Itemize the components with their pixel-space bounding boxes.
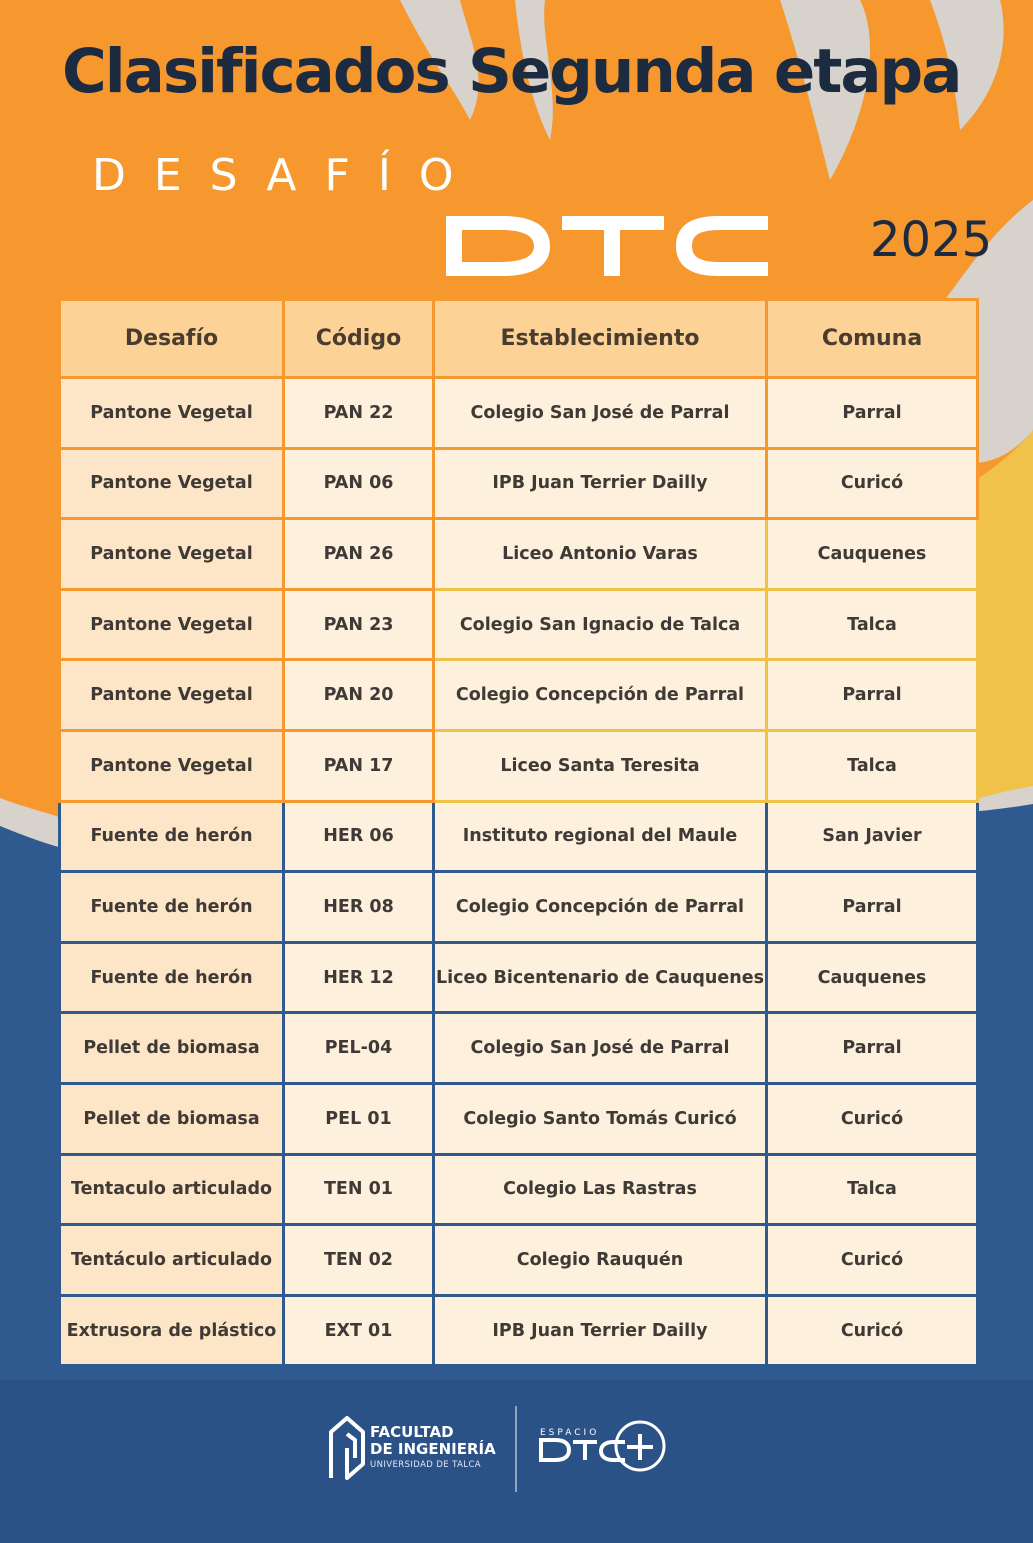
cell-codigo: PEL-04 xyxy=(284,1013,434,1084)
cell-codigo: TEN 02 xyxy=(284,1225,434,1296)
cell-desafio: Pantone Vegetal xyxy=(60,378,284,449)
cell-desafio: Pellet de biomasa xyxy=(60,1083,284,1154)
table-header-row xyxy=(60,300,978,378)
header-comuna: Comuna xyxy=(767,300,978,378)
cell-codigo: TEN 01 xyxy=(284,1154,434,1225)
cell-establecimiento: Colegio San José de Parral xyxy=(434,378,767,449)
faculty-line-1: FACULTAD xyxy=(370,1423,454,1441)
dtc-logo xyxy=(440,210,770,282)
university-name: UNIVERSIDAD DE TALCA xyxy=(370,1460,481,1470)
table-row xyxy=(60,519,978,590)
table-row xyxy=(60,730,978,801)
cell-establecimiento: IPB Juan Terrier Dailly xyxy=(434,1295,767,1366)
cell-desafio: Pantone Vegetal xyxy=(60,519,284,590)
cell-comuna: Curicó xyxy=(767,1225,978,1296)
cell-desafio: Tentaculo articulado xyxy=(60,1154,284,1225)
table-row xyxy=(60,872,978,943)
cell-establecimiento: Colegio Santo Tomás Curicó xyxy=(434,1083,767,1154)
cell-desafio: Extrusora de plástico xyxy=(60,1295,284,1366)
cell-desafio: Pantone Vegetal xyxy=(60,589,284,660)
cell-establecimiento: Colegio Concepción de Parral xyxy=(434,660,767,731)
cell-codigo: HER 12 xyxy=(284,942,434,1013)
cell-establecimiento: Liceo Santa Teresita xyxy=(434,730,767,801)
cell-comuna: Cauquenes xyxy=(767,942,978,1013)
cell-desafio: Pantone Vegetal xyxy=(60,730,284,801)
cell-comuna: Curicó xyxy=(767,1295,978,1366)
page-title: Clasificados Segunda etapa xyxy=(62,36,961,107)
table-row xyxy=(60,1295,978,1366)
cell-establecimiento: Colegio Concepción de Parral xyxy=(434,872,767,943)
cell-codigo: EXT 01 xyxy=(284,1295,434,1366)
table-row xyxy=(60,801,978,872)
cell-comuna: Parral xyxy=(767,378,978,449)
table-row xyxy=(60,448,978,519)
cell-codigo: PAN 23 xyxy=(284,589,434,660)
cell-establecimiento: Liceo Antonio Varas xyxy=(434,519,767,590)
cell-codigo: PAN 17 xyxy=(284,730,434,801)
faculty-building-icon xyxy=(331,1418,363,1478)
cell-comuna: San Javier xyxy=(767,801,978,872)
results-table xyxy=(58,298,979,1367)
cell-codigo: PAN 20 xyxy=(284,660,434,731)
cell-comuna: Curicó xyxy=(767,448,978,519)
cell-desafio: Pantone Vegetal xyxy=(60,448,284,519)
cell-comuna: Curicó xyxy=(767,1083,978,1154)
table-row xyxy=(60,1154,978,1225)
cell-establecimiento: Liceo Bicentenario de Cauquenes xyxy=(434,942,767,1013)
table-row xyxy=(60,660,978,731)
cell-comuna: Talca xyxy=(767,589,978,660)
table-row xyxy=(60,1083,978,1154)
cell-establecimiento: Colegio Rauquén xyxy=(434,1225,767,1296)
cell-codigo: HER 08 xyxy=(284,872,434,943)
cell-codigo: HER 06 xyxy=(284,801,434,872)
table-row xyxy=(60,942,978,1013)
faculty-name xyxy=(370,1424,496,1458)
cell-desafio: Fuente de herón xyxy=(60,942,284,1013)
cell-establecimiento: Instituto regional del Maule xyxy=(434,801,767,872)
table-row xyxy=(60,1225,978,1296)
cell-establecimiento: Colegio San José de Parral xyxy=(434,1013,767,1084)
cell-comuna: Parral xyxy=(767,872,978,943)
cell-comuna: Parral xyxy=(767,1013,978,1084)
cell-desafio: Pantone Vegetal xyxy=(60,660,284,731)
cell-desafio: Pellet de biomasa xyxy=(60,1013,284,1084)
cell-establecimiento: IPB Juan Terrier Dailly xyxy=(434,448,767,519)
cell-codigo: PEL 01 xyxy=(284,1083,434,1154)
cell-codigo: PAN 06 xyxy=(284,448,434,519)
espacio-label: ESPACIO xyxy=(540,1428,600,1438)
header-establecimiento: Establecimiento xyxy=(434,300,767,378)
desafio-wordmark: DESAFÍO xyxy=(92,150,482,201)
cell-codigo: PAN 26 xyxy=(284,519,434,590)
cell-comuna: Cauquenes xyxy=(767,519,978,590)
table-row xyxy=(60,589,978,660)
cell-establecimiento: Colegio Las Rastras xyxy=(434,1154,767,1225)
year-label: 2025 xyxy=(870,212,993,268)
cell-desafio: Fuente de herón xyxy=(60,801,284,872)
header-desafio: Desafío xyxy=(60,300,284,378)
cell-desafio: Tentáculo articulado xyxy=(60,1225,284,1296)
header-codigo: Código xyxy=(284,300,434,378)
cell-establecimiento: Colegio San Ignacio de Talca xyxy=(434,589,767,660)
cell-comuna: Talca xyxy=(767,730,978,801)
cell-comuna: Talca xyxy=(767,1154,978,1225)
table-row xyxy=(60,1013,978,1084)
cell-codigo: PAN 22 xyxy=(284,378,434,449)
cell-desafio: Fuente de herón xyxy=(60,872,284,943)
faculty-line-2: DE INGENIERÍA xyxy=(370,1440,496,1458)
table-row xyxy=(60,378,978,449)
cell-comuna: Parral xyxy=(767,660,978,731)
